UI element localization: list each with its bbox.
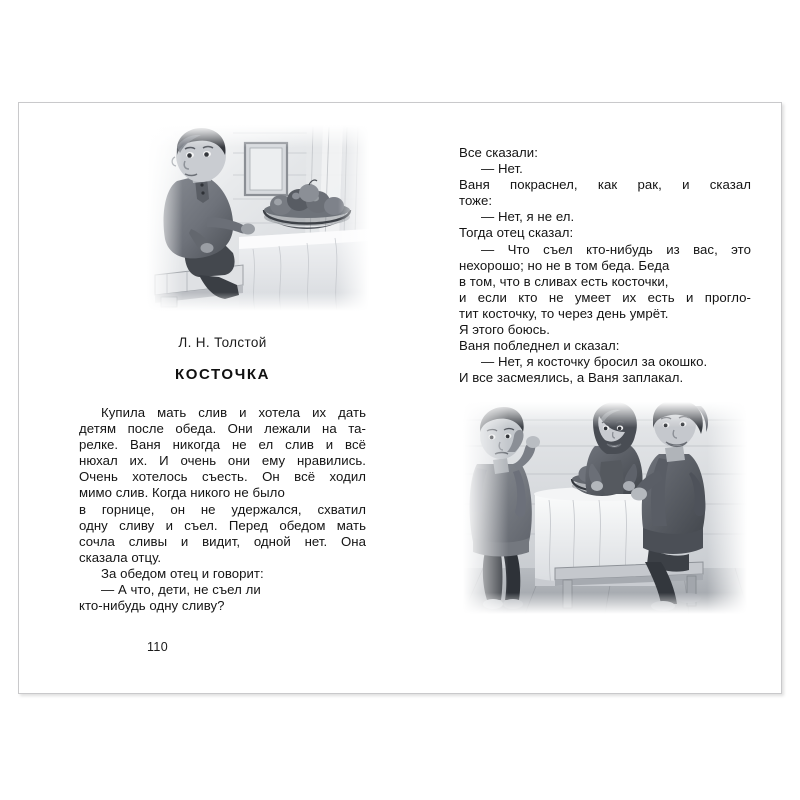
text-line: — Нет, я не ел.: [481, 209, 575, 225]
text-line: сочла сливы и видит, одной нет. Она: [79, 533, 366, 549]
illustration-three-children-at-table: [463, 402, 747, 614]
text-line: в горнице, он не удержался, схватил: [79, 501, 366, 517]
paragraph: [459, 354, 751, 386]
text-line: — Нет, я косточку бросил за окошко.: [481, 354, 708, 370]
paragraph: [79, 405, 366, 566]
text-line: — Нет.: [481, 161, 523, 177]
text-line: И все засмеялись, а Ваня заплакал.: [459, 370, 684, 386]
paragraph: [459, 338, 751, 354]
text-line: и если кто не умеет их есть и прогло-: [459, 289, 751, 305]
right-column-body: [459, 145, 751, 386]
text-line: Все сказали:: [459, 145, 538, 160]
page-title: КОСТОЧКА: [174, 366, 271, 383]
text-line: тит косточку, то через день умрёт.: [459, 305, 669, 321]
text-line: сказала отцу.: [79, 549, 162, 565]
text-line: — Что съел кто-нибудь из вас, это: [481, 241, 751, 257]
author-byline: Л. Н. Толстой: [178, 335, 267, 350]
text-line: в том, что в сливах есть косточки,: [459, 273, 669, 289]
illustration-boy-at-table-with-plums: [147, 125, 369, 311]
paragraph: [459, 225, 751, 241]
text-line: тоже:: [459, 193, 493, 209]
paragraph: [459, 177, 751, 209]
text-line: Тогда отец сказал:: [459, 225, 574, 241]
text-line: Очень хотелось съесть. Он всё ходил: [79, 469, 366, 485]
paragraph: [459, 145, 751, 161]
text-line: детям после обеда. Они лежали на та-: [79, 421, 366, 437]
right-column: [459, 145, 751, 614]
left-column: [79, 125, 366, 654]
text-line: кто-нибудь одну сливу?: [79, 598, 225, 614]
text-line: мимо слив. Когда никого не было: [79, 485, 285, 501]
text-line: Я этого боюсь.: [459, 322, 550, 338]
paragraph: [79, 582, 366, 614]
page-number: 110: [147, 640, 169, 655]
paragraph: [459, 242, 751, 339]
text-line: нюхал их. И очень они ему нравились.: [79, 453, 366, 469]
text-line: релке. Ваня никогда не ел слив и всё: [79, 437, 366, 453]
book-page-sheet: [18, 102, 782, 694]
text-line: — А что, дети, не съел ли: [101, 582, 261, 598]
paragraph: [79, 566, 366, 582]
text-line: Купила мать слив и хотела их дать: [101, 405, 366, 420]
paragraph: [459, 209, 751, 225]
page-surface: [18, 102, 782, 694]
text-line: нехорошо; но не в том беда. Беда: [459, 257, 670, 273]
text-line: Ваня покраснел, как рак, и сказал: [459, 177, 751, 193]
paragraph: [459, 161, 751, 177]
text-line: одну сливу и съел. Перед обедом мать: [79, 517, 366, 533]
text-line: За обедом отец и говорит:: [101, 565, 264, 581]
left-column-body: [79, 405, 366, 614]
text-line: Ваня побледнел и сказал:: [459, 338, 620, 354]
